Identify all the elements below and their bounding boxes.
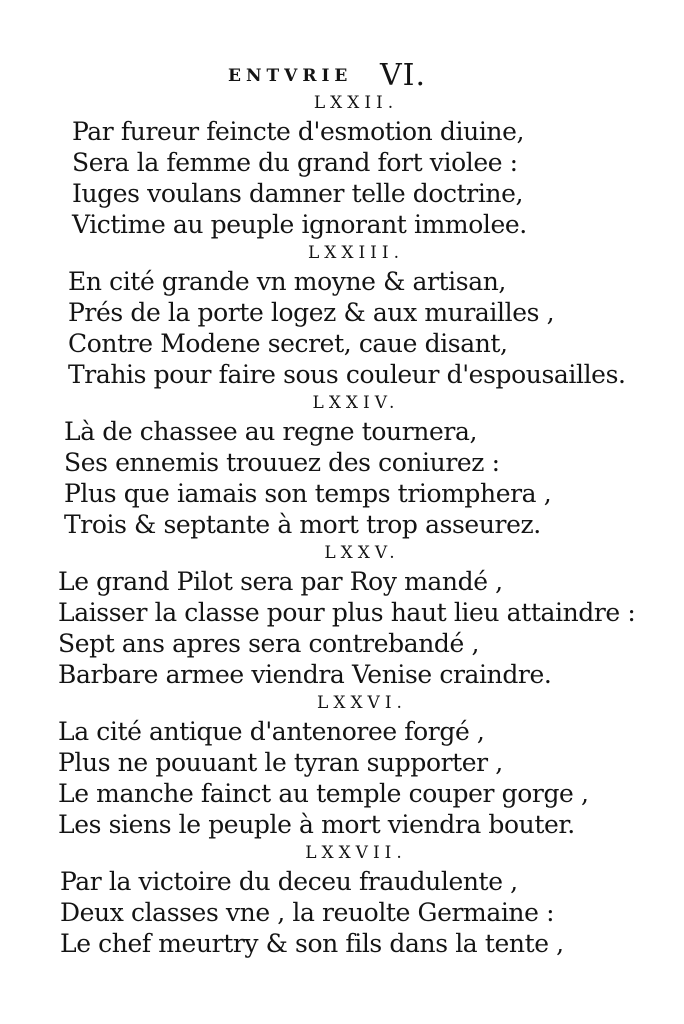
- verse-line: Sera la femme du grand fort violee :: [72, 148, 518, 177]
- verse-line: Victime au peuple ignorant immolee.: [72, 210, 527, 239]
- verse-line: Sept ans apres sera contrebandé ,: [58, 629, 480, 658]
- quatrain-73: [0, 240, 684, 390]
- verse-line: Trois & septante à mort trop asseurez.: [64, 510, 541, 539]
- quatrain-76: [0, 690, 684, 840]
- quatrain-numeral: LXXIII.: [307, 243, 405, 263]
- running-head: [0, 58, 684, 92]
- quatrain-72: [0, 90, 684, 240]
- verse-line: Contre Modene secret, caue disant,: [68, 329, 508, 358]
- verse-line: Prés de la porte logez & aux murailles ,: [68, 298, 555, 327]
- quatrain-75: [0, 540, 684, 690]
- quatrain-numeral: LXXVII.: [305, 843, 407, 863]
- quatrain-numeral: LXXVI.: [317, 693, 407, 713]
- quatrain-list: [0, 90, 684, 959]
- verse-line: Plus ne pouuant le tyran supporter ,: [58, 748, 503, 777]
- verse-line: Deux classes vne , la reuolte Germaine :: [60, 898, 555, 927]
- verse-line: Là de chassee au regne tournera,: [64, 417, 477, 446]
- verse-line: Iuges voulans damner telle doctrine,: [72, 179, 524, 208]
- verse-line: Le grand Pilot sera par Roy mandé ,: [58, 567, 503, 596]
- quatrain-74: [0, 390, 684, 540]
- verse-line: Laisser la classe pour plus haut lieu attaindre :: [58, 598, 636, 627]
- verse-line: Le chef meurtry & son fils dans la tente ,: [60, 929, 564, 958]
- verse-line: Ses ennemis trouuez des coniurez :: [64, 448, 500, 477]
- verse-line: Les siens le peuple à mort viendra bouter.: [58, 810, 575, 839]
- verse-line: Barbare armee viendra Venise craindre.: [58, 660, 552, 689]
- verse-line: Le manche fainct au temple couper gorge ,: [58, 779, 589, 808]
- running-head-label: ENTVRIE: [228, 66, 353, 86]
- quatrain-numeral: LXXII.: [313, 93, 399, 113]
- quatrain-77: [0, 840, 684, 959]
- quatrain-numeral: LXXIV.: [312, 393, 400, 413]
- verse-line: La cité antique d'antenoree forgé ,: [58, 717, 485, 746]
- page-number: VI.: [380, 58, 427, 93]
- verse-line: Par fureur feincte d'esmotion diuine,: [72, 117, 525, 146]
- verse-line: Trahis pour faire sous couleur d'espousailles.: [68, 360, 626, 389]
- verse-line: Par la victoire du deceu fraudulente ,: [60, 867, 518, 896]
- verse-line: Plus que iamais son temps triomphera ,: [64, 479, 552, 508]
- quatrain-numeral: LXXV.: [324, 543, 400, 563]
- verse-line: En cité grande vn moyne & artisan,: [68, 267, 506, 296]
